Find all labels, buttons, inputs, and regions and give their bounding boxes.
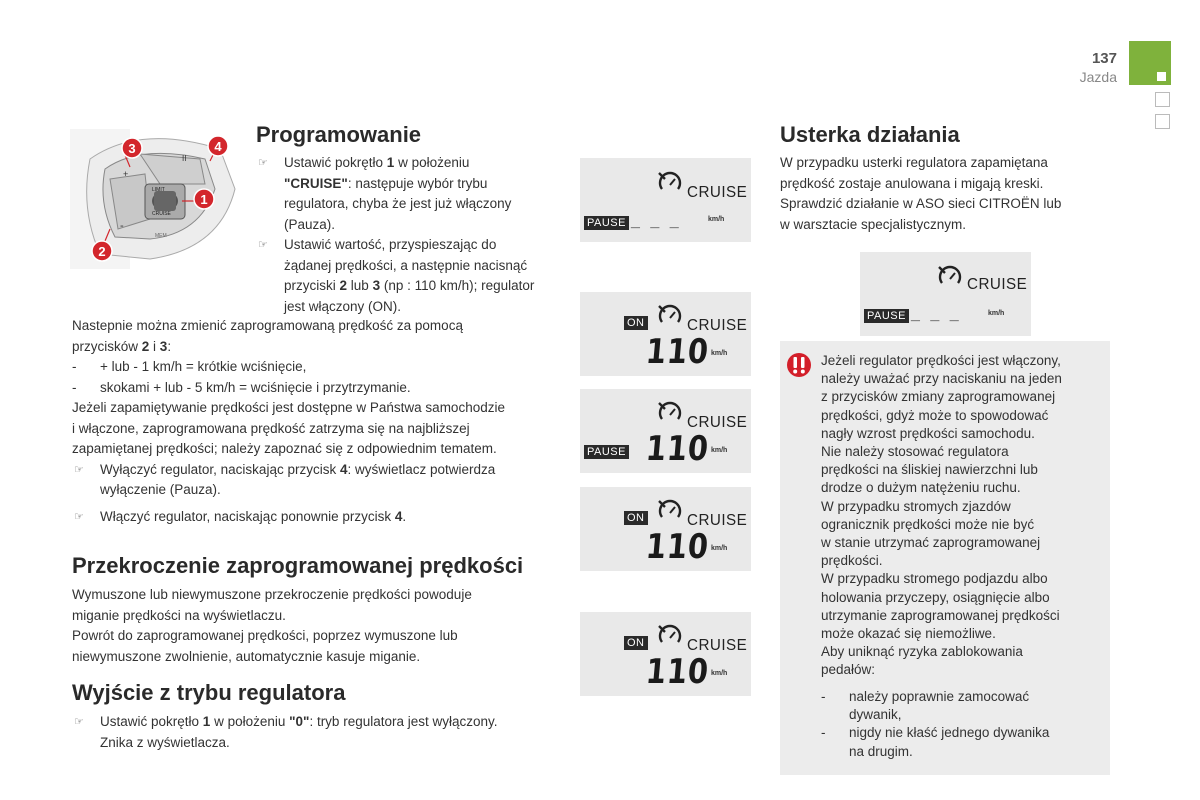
text: wyłączenie (Pauza).	[100, 482, 221, 497]
on-badge: ON	[624, 511, 648, 525]
paragraph	[72, 398, 572, 460]
text: lub	[347, 278, 373, 293]
text: Ustawić pokrętło	[100, 714, 203, 729]
dash-item: - należy poprawnie zamocować dywanik,	[821, 689, 1030, 723]
display-pause-dashes	[580, 158, 751, 242]
usterka-title: Usterka działania	[780, 122, 960, 147]
text: Ustawić pokrętło	[284, 155, 387, 170]
text: Jeżeli zapamiętywanie prędkości jest dostępne w Państwa samochodzie	[72, 400, 505, 415]
warning-line: utrzymanie zaprogramowanej prędkości	[821, 607, 1060, 623]
text: .	[402, 508, 407, 524]
bullet-marker-icon: ☞	[74, 463, 84, 476]
paragraph	[72, 316, 572, 357]
text: Wymuszone lub niewymuszone przekroczenie prędkości powoduje	[72, 587, 472, 602]
przekroczenie-body	[72, 585, 572, 667]
chapter-title: Jazda	[1079, 69, 1117, 85]
text: : tryb regulatora jest wyłączony.	[309, 714, 498, 729]
speed-value: 110	[644, 332, 711, 372]
usterka-body	[780, 153, 1120, 235]
warning-line: W przypadku stromego podjazdu albo	[821, 571, 1048, 587]
text: skokami + lub - 5 km/h = wciśnięcie i przytrzymanie.	[100, 379, 411, 395]
warning-line: może okazać się niemożliwe.	[821, 626, 996, 642]
page-number: 137	[1091, 50, 1117, 67]
programowanie-body	[72, 316, 572, 527]
on-badge: ON	[624, 636, 648, 650]
bullet-item	[72, 460, 572, 501]
cruise-label: CRUISE	[687, 637, 748, 654]
text: żądanej prędkości, a następnie nacisnąć	[284, 257, 528, 273]
text: 4	[339, 461, 348, 477]
pause-symbol: II	[182, 154, 187, 163]
text: zapamiętanej prędkości; należy zapoznać się z odpowiednim tematem.	[72, 441, 497, 456]
bullet-item	[72, 712, 572, 753]
tab-box-1	[1155, 92, 1170, 107]
text: i	[149, 338, 160, 354]
text: na drugim.	[849, 743, 913, 759]
warning-line: prędkości na śliskiej nawierzchni lub	[821, 462, 1038, 478]
text: w położeniu	[210, 714, 290, 729]
warning-dashes	[821, 688, 1106, 761]
text: przyciski	[284, 278, 340, 293]
text: : następuje wybór trybu	[347, 175, 488, 191]
bullet-item	[256, 153, 576, 235]
text: 1	[386, 155, 395, 170]
display-on-110	[580, 612, 751, 696]
speedometer-icon	[656, 622, 684, 650]
wyjscie-title: Wyjście z trybu regulatora	[72, 680, 346, 705]
text: Ustawić wartość, przyspieszając do	[284, 237, 497, 252]
text: 4	[394, 508, 403, 524]
warning-line: W przypadku stromych zjazdów	[821, 498, 1011, 514]
unit-label: km/h	[708, 216, 725, 223]
speedometer-icon	[656, 497, 684, 525]
warning-line: holowania przyczepy, osiągnięcie albo	[821, 589, 1050, 605]
warning-line: drodze o dużym natężeniu ruchu.	[821, 480, 1021, 496]
warning-line: prędkości, gdyż może to spowodować	[821, 407, 1049, 423]
warning-text	[821, 352, 1106, 680]
speedometer-icon	[656, 169, 684, 197]
callout-4: 4	[214, 139, 222, 154]
text: i włączone, zaprogramowana prędkość zatrzyma się na najbliższej	[72, 420, 470, 436]
text: 1	[202, 714, 211, 729]
warning-line: pedałów:	[821, 662, 876, 678]
text: prędkość zostaje anulowana i migają kreski.	[780, 175, 1044, 191]
wyjscie-body	[72, 712, 572, 753]
cruise-label: CRUISE	[152, 211, 171, 217]
warning-line: nagły wzrost prędkości samochodu.	[821, 425, 1035, 441]
text: Sprawdzić działanie w ASO sieci CITROËN lub	[780, 196, 1062, 211]
cruise-label: CRUISE	[687, 184, 748, 201]
unit-label: km/h	[711, 670, 728, 677]
callout-3: 3	[128, 141, 136, 156]
cruise-label: CRUISE	[687, 317, 748, 334]
text: Znika z wyświetlacza.	[100, 734, 230, 750]
programowanie-title: Programowanie	[256, 122, 422, 147]
text: Wyłączyć regulator, naciskając przycisk	[100, 461, 340, 477]
text: przycisków	[72, 338, 142, 354]
text: jest włączony (ON).	[284, 298, 402, 314]
minus-label: -	[120, 220, 124, 232]
warning-line: z przycisków zmiany zaprogramowanej	[821, 389, 1056, 405]
display-on-110	[580, 292, 751, 376]
text: Włączyć regulator, naciskając ponownie przycisk	[100, 508, 395, 524]
pause-badge: PAUSE	[584, 445, 629, 459]
limit-label: LIMIT	[152, 187, 165, 193]
programowanie-bullets	[256, 153, 576, 317]
speed-value: 110	[644, 429, 711, 469]
text: 3	[159, 338, 168, 354]
warning-line: Aby uniknąć ryzyka zablokowania	[821, 644, 1023, 660]
text: dywanik,	[849, 707, 902, 723]
unit-label: km/h	[711, 447, 728, 454]
text: Nastepnie można zmienić zaprogramowaną prędkość za pomocą	[72, 318, 463, 333]
text: (np : 110 km/h); regulator	[380, 278, 535, 293]
text: w położeniu	[394, 155, 470, 170]
unit-label: km/h	[711, 545, 728, 552]
bullet-item	[256, 235, 576, 317]
text: W przypadku usterki regulatora zapamiętana	[780, 155, 1048, 170]
unit-label: km/h	[988, 310, 1005, 317]
display-fault-dashes	[860, 252, 1031, 336]
warning-line: należy uważać przy naciskaniu na jeden	[821, 371, 1062, 387]
warning-line: Nie należy stosować regulatora	[821, 444, 1009, 460]
callout-2: 2	[98, 244, 106, 259]
cruise-label: CRUISE	[687, 512, 748, 529]
text: w warsztacie specjalistycznym.	[780, 216, 967, 232]
text: "CRUISE"	[284, 175, 348, 191]
text: regulatora, chyba że jest już włączony	[284, 196, 512, 211]
text: 3	[372, 278, 381, 293]
text: 2	[339, 278, 348, 293]
text: 2	[141, 338, 150, 354]
text: (Pauza).	[284, 216, 336, 232]
text: + lub - 1 km/h = krótkie wciśnięcie,	[100, 359, 307, 374]
cruise-label: CRUISE	[687, 414, 748, 431]
pause-badge: PAUSE	[864, 309, 909, 323]
steering-controls-diagram	[70, 129, 240, 269]
dash-item: - + lub - 1 km/h = krótkie wciśnięcie,	[72, 359, 307, 374]
plus-label: +	[123, 169, 129, 179]
speedometer-icon	[936, 263, 964, 291]
cruise-label: CRUISE	[967, 276, 1028, 293]
speedometer-icon	[656, 399, 684, 427]
dash-item: - skokami + lub - 5 km/h = wciśnięcie i przytrzymanie.	[72, 379, 411, 395]
display-pause-110	[580, 389, 751, 473]
warning-icon	[787, 353, 811, 377]
pause-badge: PAUSE	[584, 216, 629, 230]
speed-dashes: _ _ _	[631, 213, 682, 230]
text: należy poprawnie zamocować	[849, 689, 1030, 704]
przekroczenie-title: Przekroczenie zaprogramowanej prędkości	[72, 553, 524, 578]
text: niewymuszone zwolnienie, automatycznie kasuje miganie.	[72, 648, 421, 664]
text: "0"	[289, 714, 310, 729]
text: :	[167, 338, 172, 354]
speedometer-icon	[656, 302, 684, 330]
warning-line: prędkości.	[821, 553, 883, 569]
warning-line: Jeżeli regulator prędkości jest włączony,	[821, 353, 1061, 368]
dash-item: - nigdy nie kłaść jednego dywanika na drugim.	[821, 725, 1050, 759]
text: miganie prędkości na wyświetlaczu.	[72, 607, 286, 623]
callout-1: 1	[200, 192, 208, 207]
speed-dashes: _ _ _	[911, 306, 962, 323]
warning-line: ogranicznik prędkości może nie być	[821, 516, 1035, 532]
bullet-marker-icon: ☞	[74, 716, 84, 728]
warning-line: w stanie utrzymać zaprogramowanej	[821, 535, 1041, 551]
bullet-marker-icon: ☞	[74, 510, 84, 523]
bullet-item	[72, 507, 572, 528]
display-on-110	[580, 487, 751, 571]
speed-value: 110	[644, 527, 711, 567]
text: Powrót do zaprogramowanej prędkości, poprzez wymuszone lub	[72, 628, 458, 643]
text: : wyświetlacz potwierdza	[347, 461, 496, 477]
tab-box-2	[1155, 114, 1170, 129]
bullet-marker-icon: ☞	[258, 157, 268, 169]
on-badge: ON	[624, 316, 648, 330]
unit-label: km/h	[711, 350, 728, 357]
mem-label: MEM	[155, 233, 167, 239]
speed-value: 110	[644, 652, 711, 692]
tab-marker	[1157, 72, 1166, 81]
bullet-marker-icon: ☞	[258, 239, 268, 251]
text: nigdy nie kłaść jednego dywanika	[849, 725, 1050, 741]
